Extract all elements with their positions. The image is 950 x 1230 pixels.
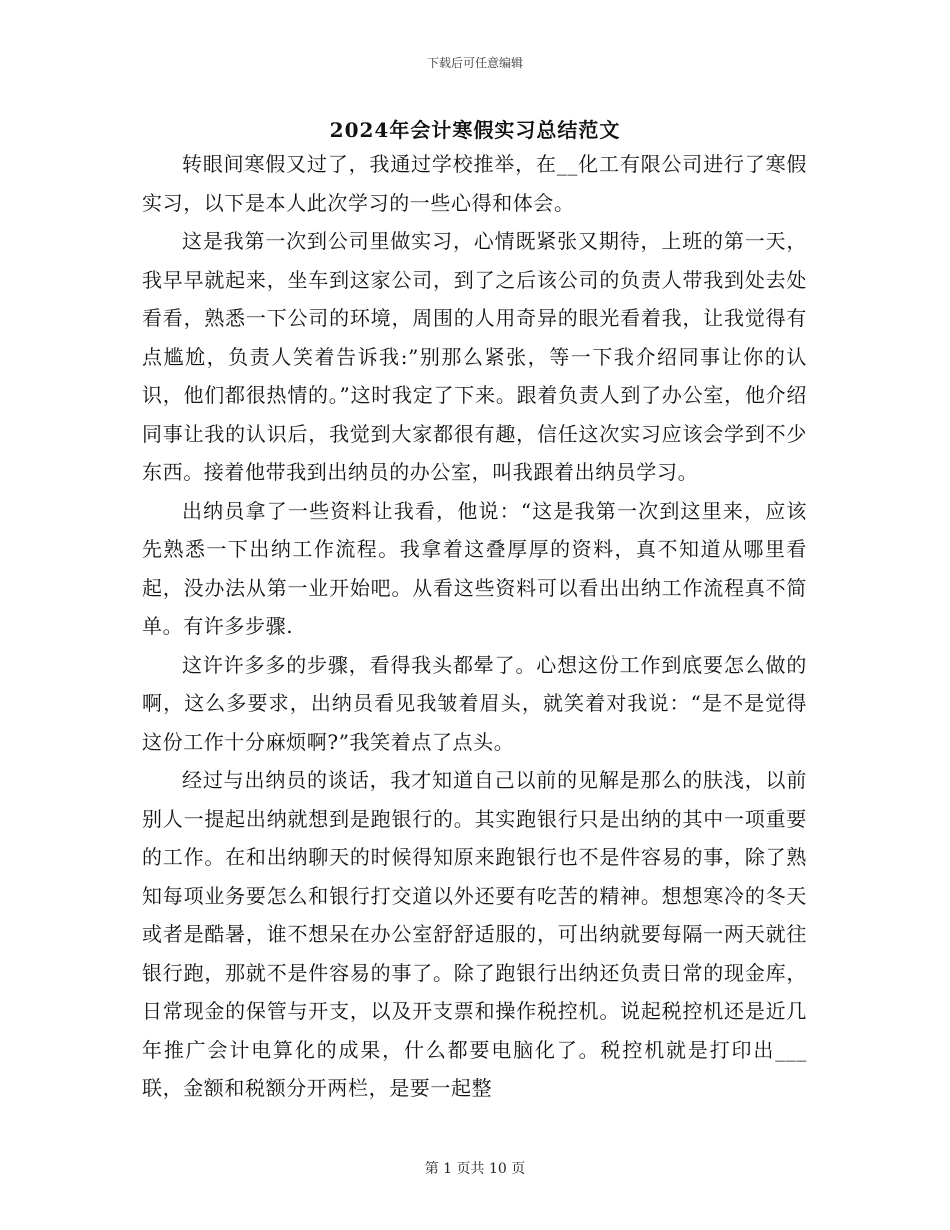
header-note: 下载后可任意编辑: [426, 56, 523, 70]
paragraph: 这是我第一次到公司里做实习，心情既紧张又期待，上班的第一天，我早早就起来，坐车到这家公司，到了之后该公司的负责人带我到处去处看看，熟悉一下公司的环境，周围的人用奇异的眼光看着我，让我觉得有点尴尬，负责人笑着告诉我:”别那么紧张，等一下我介绍同事让你的认识，他们都很热情的。”这时我定了下来。跟着负责人到了办公室，他介绍同事让我的认识后，我觉到大家都很有趣，信任这次实习应该会学到不少东西。接着他带我到出纳员的办公室，叫我跟着出纳员学习。: [142, 229, 807, 484]
paragraph: 转眼间寒假又过了，我通过学校推举，在__化工有限公司进行了寒假实习，以下是本人此次学习的一些心得和体会。: [142, 152, 807, 215]
paragraph: 出纳员拿了一些资料让我看，他说：“这是我第一次到这里来，应该先熟悉一下出纳工作流程。我拿着这叠厚厚的资料，真不知道从哪里看起，没办法从第一业开始吧。从看这些资料可以看出出纳工作流程真不简单。有许多步骤.: [142, 498, 807, 638]
paragraph: 这许许多多的步骤，看得我头都晕了。心想这份工作到底要怎么做的啊，这么多要求，出纳员看见我皱着眉头，就笑着对我说：“是不是觉得这份工作十分麻烦啊?”我笑着点了点头。: [142, 652, 807, 754]
paragraph: 经过与出纳员的谈话，我才知道自己以前的见解是那么的肤浅，以前别人一提起出纳就想到是跑银行的。其实跑银行只是出纳的其中一项重要的工作。在和出纳聊天的时候得知原来跑银行也不是件容易的事，除了熟知每项业务要怎么和银行打交道以外还要有吃苦的精神。想想寒冷的冬天或者是酷暑，谁不想呆在办公室舒舒适服的，可出纳就要每隔一两天就往银行跑，那就不是件容易的事了。除了跑银行出纳还负责日常的现金库，日常现金的保管与开支，以及开支票和操作税控机。说起税控机还是近几年推广会计电算化的成果，什么都要电脑化了。税控机就是打印出___联，金额和税额分开两栏，是要一起整: [142, 768, 807, 1100]
document-body: [142, 145, 807, 1108]
document-title: 2024年会计寒假实习总结范文: [329, 118, 621, 142]
page-footer: 第 1 页共 10 页: [424, 1161, 526, 1177]
